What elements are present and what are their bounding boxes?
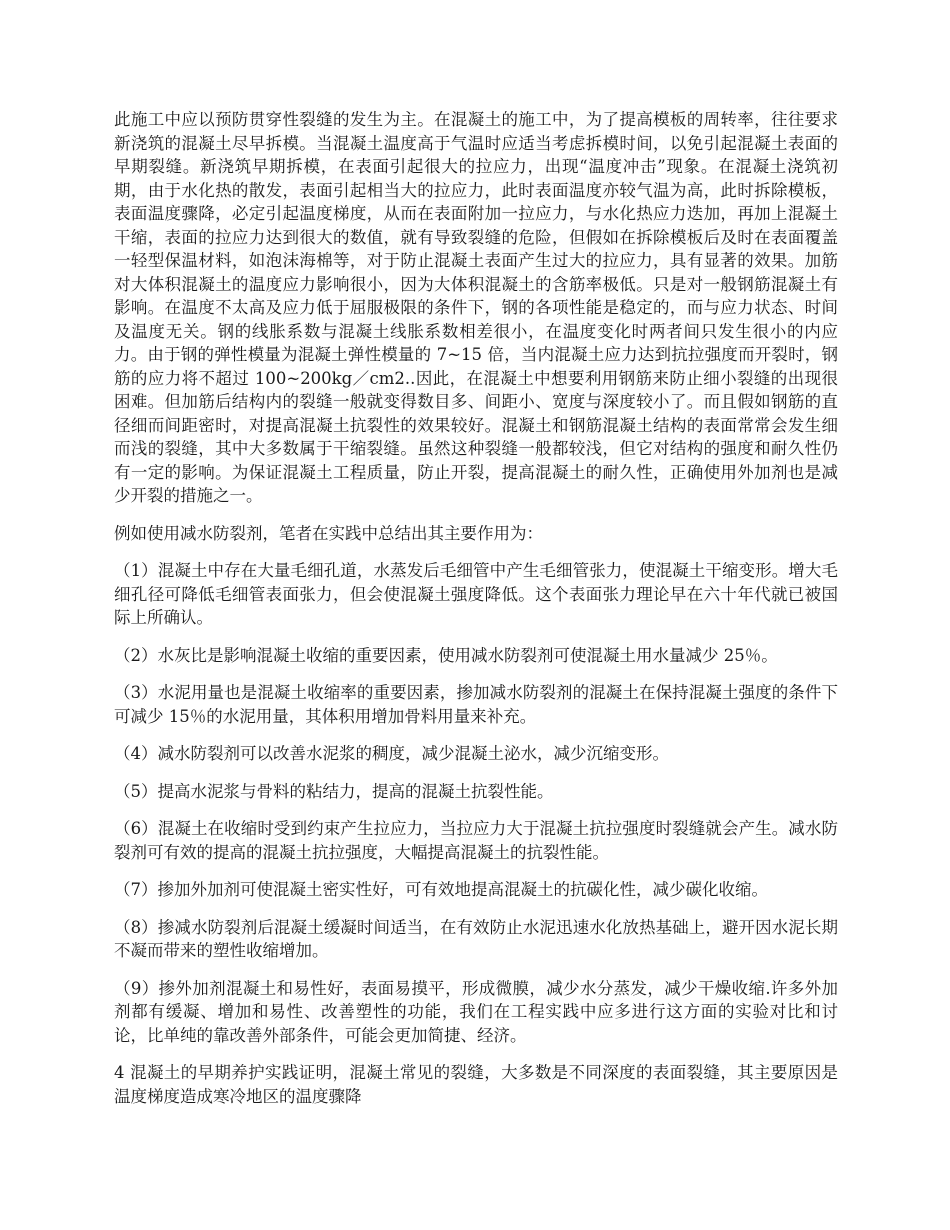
list-item-2: （2）水灰比是影响混凝土收缩的重要因素，使用减水防裂剂可使混凝土用水量减少 25％。 xyxy=(114,645,778,665)
list-item-9: （9）掺外加剂混凝土和易性好，表面易摸平，形成微膜，减少水分蒸发，减少干燥收缩.许多外加剂都有缓凝、增加和易性、改善塑性的功能，我们在工程实践中应多进行这方面的实验对比和讨论，比单纯的靠改善外部条件，可能会更加简捷、经济。 xyxy=(114,978,838,1045)
list-item-4: （4）减水防裂剂可以改善水泥浆的稠度，减少混凝土泌水，减少沉缩变形。 xyxy=(114,744,669,763)
section-4-paragraph: 4 混凝土的早期养护实践证明，混凝土常见的裂缝，大多数是不同深度的表面裂缝，其主要原因是温度梯度造成寒冷地区的温度骤降 xyxy=(114,1063,838,1106)
document-body xyxy=(114,108,838,1122)
list-item-7: （7）掺加外加剂可使混凝土密实性好，可有效地提高混凝土的抗碳化性，减少碳化收缩。 xyxy=(114,880,768,899)
list-item-3: （3）水泥用量也是混凝土收缩率的重要因素，掺加减水防裂剂的混凝土在保持混凝土强度的条件下可减少 15％的水泥用量，其体积用增加骨料用量来补充。 xyxy=(114,683,838,726)
list-item-6: （6）混凝土在收缩时受到约束产生拉应力，当拉应力大于混凝土抗拉强度时裂缝就会产生。减水防裂剂可有效的提高的混凝土抗拉强度，大幅提高混凝土的抗裂性能。 xyxy=(114,819,838,862)
list-item-1: （1）混凝土中存在大量毛细孔道，水蒸发后毛细管中产生毛细管张力，使混凝土干缩变形。增大毛细孔径可降低毛细管表面张力，但会使混凝土强度降低。这个表面张力理论早在六十年代就已被国际上所确认。 xyxy=(114,561,838,627)
list-item-8: （8）掺减水防裂剂后混凝土缓凝时间适当，在有效防止水泥迅速水化放热基础上，避开因水泥长期不凝而带来的塑性收缩增加。 xyxy=(114,917,838,960)
intro-paragraph: 此施工中应以预防贯穿性裂缝的发生为主。在混凝土的施工中，为了提高模板的周转率，往往要求新浇筑的混凝土尽早拆模。当混凝土温度高于气温时应适当考虑拆模时间，以免引起混凝土表面的早期裂缝。新浇筑早期拆模，在表面引起很大的拉应力，出现“温度冲击”现象。在混凝土浇筑初期，由于水化热的散发，表面引起相当大的拉应力，此时表面温度亦较气温为高，此时拆除模板，表面温度骤降，必定引起温度梯度，从而在表面附加一拉应力，与水化热应力迭加，再加上混凝土干缩，表面的拉应力达到很大的数值，就有导致裂缝的危险，但假如在拆除模板后及时在表面覆盖一轻型保温材料，如泡沫海棉等，对于防止混凝土表面产生过大的拉应力，具有显著的效果。加筋对大体积混凝土的温度应力影响很小，因为大体积混凝土的含筋率极低。只是对一般钢筋混凝土有影响。在温度不太高及应力低于屈服极限的条件下，钢的各项性能是稳定的，而与应力状态、时间及温度无关。钢的线胀系数与混凝土线胀系数相差很小，在温度变化时两者间只发生很小的内应力。由于钢的弹性模量为混凝土弹性模量的 7~15 倍，当内混凝土应力达到抗拉强度而开裂时，钢筋的应力将不超过 100~200kg／cm2..因此，在混凝土中想要利用钢筋来防止细小裂缝的出现很困难。但加筋后结构内的裂缝一般就变得数目多、间距小、宽度与深度较小了。而且假如钢筋的直径细而间距密时，对提高混凝土抗裂性的效果较好。混凝土和钢筋混凝土结构的表面常常会发生细而浅的裂缝，其中大多数属于干缩裂缝。虽然这种裂缝一般都较浅，但它对结构的强度和耐久性仍有一定的影响。为保证混凝土工程质量，防止开裂，提高混凝土的耐久性，正确使用外加剂也是减少开裂的措施之一。 xyxy=(114,110,838,505)
lead-in-paragraph: 例如使用减水防裂剂，笔者在实践中总结出其主要作用为： xyxy=(114,523,543,543)
list-item-5: （5）提高水泥浆与骨料的粘结力，提高的混凝土抗裂性能。 xyxy=(114,781,554,801)
